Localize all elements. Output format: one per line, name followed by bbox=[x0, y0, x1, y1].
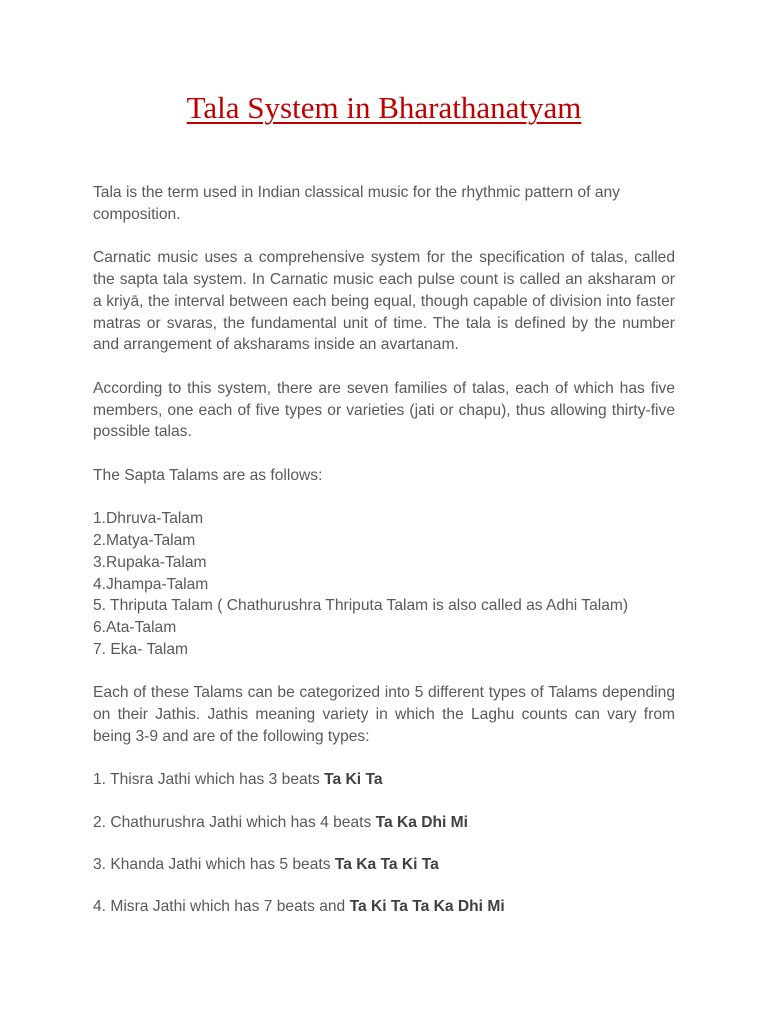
jathi-item-chathurushra bbox=[93, 812, 675, 834]
jathi-description: 1. Thisra Jathi which has 3 beats bbox=[93, 771, 325, 789]
jathi-beats: Ta Ka Dhi Mi bbox=[375, 813, 469, 831]
list-item: 6.Ata-Talam bbox=[93, 619, 177, 637]
jathi-beats: Ta Ka Ta Ki Ta bbox=[334, 856, 439, 874]
paragraph-tala-definition: Tala is the term used in Indian classical music for the rhythmic pattern of any composition. bbox=[93, 184, 620, 223]
jathi-beats: Ta Ki Ta Ta Ka Dhi Mi bbox=[349, 898, 505, 916]
jathi-description: 4. Misra Jathi which has 7 beats and bbox=[93, 898, 350, 916]
list-item: 1.Dhruva-Talam bbox=[93, 510, 204, 528]
jathi-item-misra bbox=[93, 896, 675, 918]
list-item: 5. Thriputa Talam ( Chathurushra Thriputa Talam is also called as Adhi Talam) bbox=[93, 597, 629, 615]
paragraph-jathi-intro: Each of these Talams can be categorized into 5 different types of Talams depending on their Jathis. Jathis meaning variety in which the Laghu counts can vary from being 3-9 and are of the following types: bbox=[93, 684, 675, 745]
paragraph-sapta-intro: The Sapta Talams are as follows: bbox=[93, 466, 323, 484]
list-item: 7. Eka- Talam bbox=[93, 640, 189, 658]
jathi-description: 3. Khanda Jathi which has 5 beats bbox=[93, 856, 335, 874]
list-item: 2.Matya-Talam bbox=[93, 531, 196, 549]
list-item: 4.Jhampa-Talam bbox=[93, 575, 209, 593]
paragraph-seven-families: According to this system, there are seven families of talas, each of which has five members, one each of five types or varieties (jati or chapu), thus allowing thirty-five possible talas. bbox=[93, 379, 675, 441]
list-item: 3.Rupaka-Talam bbox=[93, 553, 207, 571]
jathi-item-thisra bbox=[93, 769, 675, 791]
jathi-item-khanda bbox=[93, 854, 675, 876]
sapta-talam-list bbox=[93, 508, 675, 661]
paragraph-carnatic-system: Carnatic music uses a comprehensive system for the specification of talas, called the sapta tala system. In Carnatic music each pulse count is called an aksharam or a kriyā, the interval between each being equal, though capable of division into faster matras or svaras, the fundamental unit of time. The tala is defined by the number and arrangement of aksharams inside an avartanam. bbox=[93, 249, 675, 354]
page-title: Tala System in Bharathanatyam bbox=[186, 90, 582, 125]
document-body bbox=[93, 182, 675, 939]
jathi-beats: Ta Ki Ta bbox=[324, 771, 383, 789]
jathi-description: 2. Chathurushra Jathi which has 4 beats bbox=[93, 813, 376, 831]
